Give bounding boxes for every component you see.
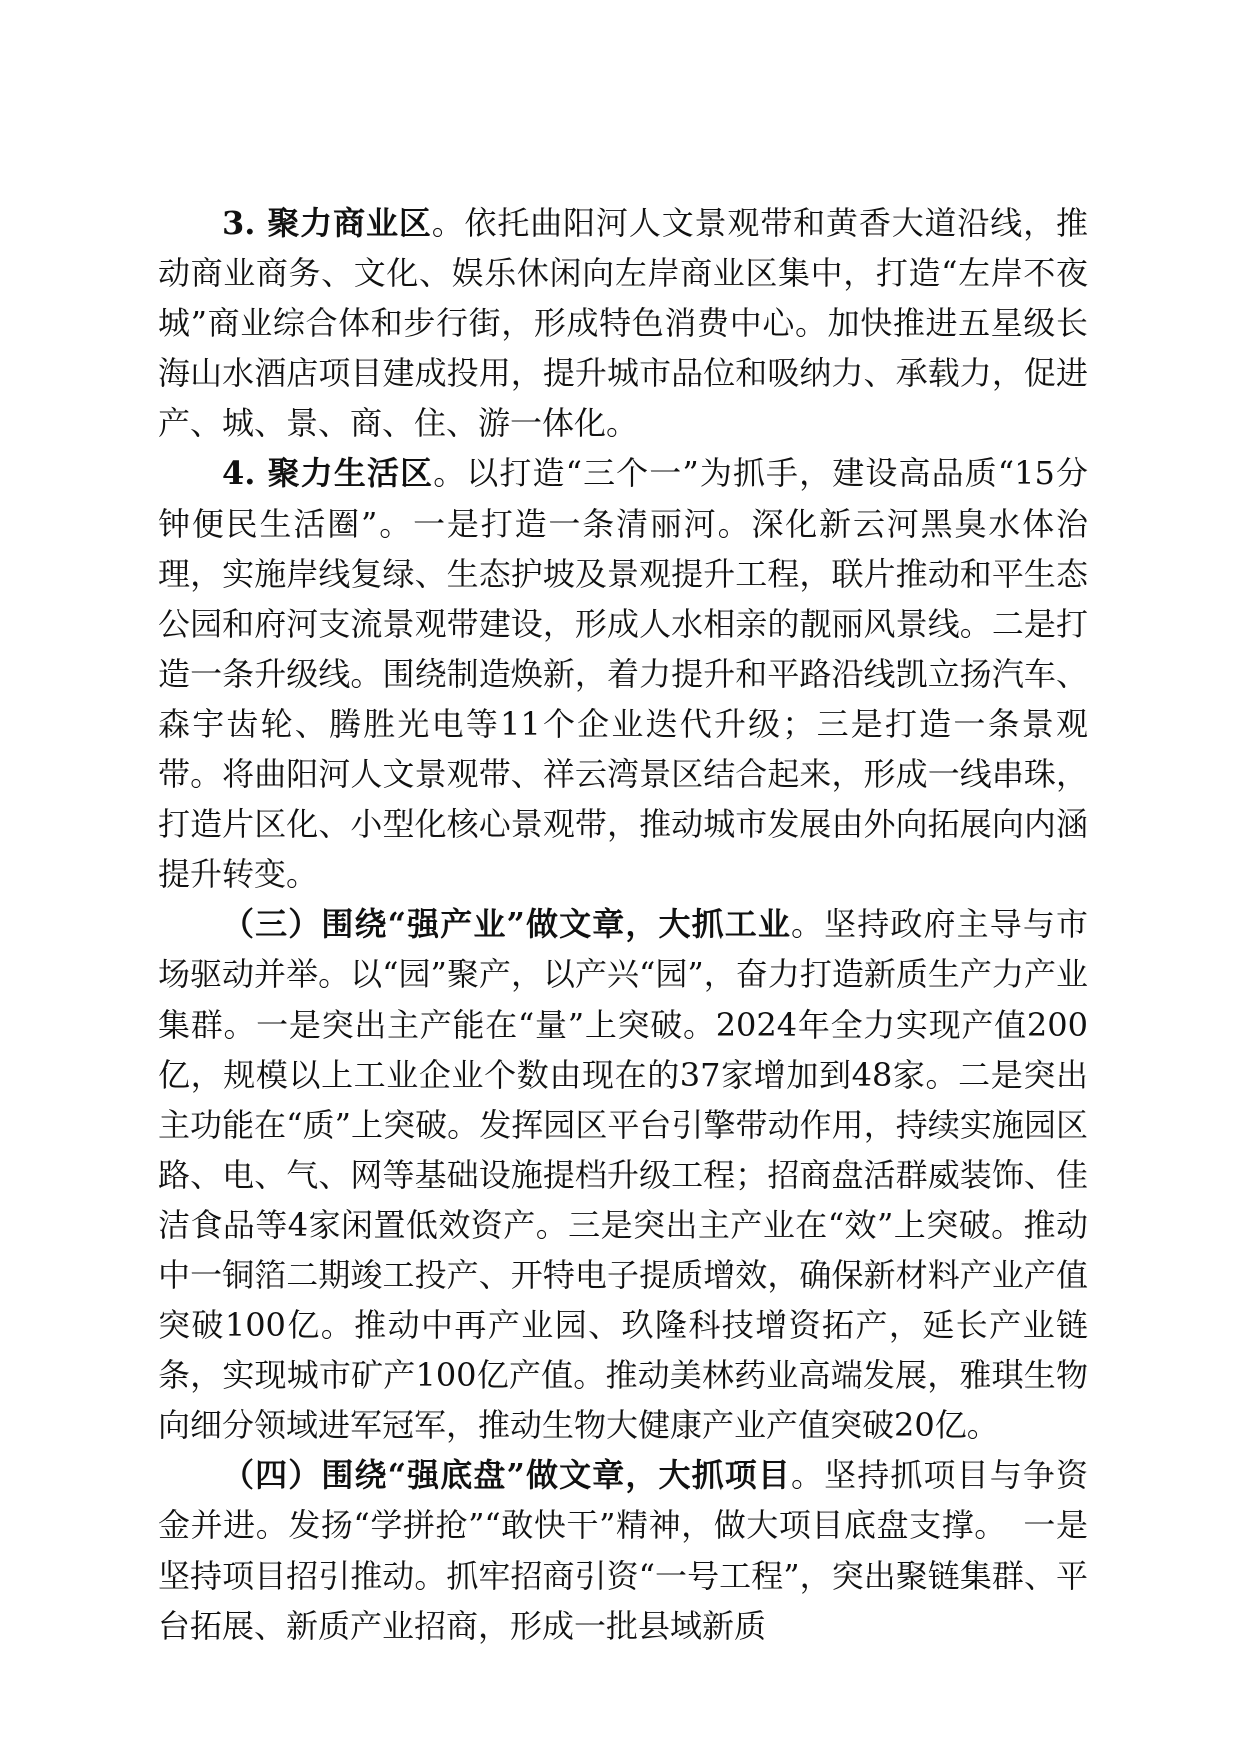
paragraph-heading: 4. 聚力生活区 [222,454,434,493]
paragraph-living-zone [158,448,1088,899]
document-page [158,198,1088,1651]
paragraph-industry [158,899,1088,1450]
paragraph-heading: （三）围绕“强产业”做文章，大抓工业 [222,905,791,944]
paragraph-body: 。坚持抓项目与争资金并进。发扬“学拼抢”“敢快干”精神，做大项目底盘支撑。 一是坚持项目招引推动。抓牢招商引资“一号工程”，突出聚链集群、平台拓展、新质产业招商，形成一批县域新质 [158,1456,1088,1645]
paragraph-heading: 3. 聚力商业区 [222,204,432,242]
paragraph-body: 。依托曲阳河人文景观带和黄香大道沿线，推动商业商务、文化、娱乐休闲向左岸商业区集中，打造“左岸不夜城”商业综合体和步行街，形成特色消费中心。加快推进五星级长海山水酒店项目建成投用，提升城市品位和吸纳力、承载力，促进产、城、景、商、住、游一体化。 [158,204,1088,443]
paragraph-body: 。坚持政府主导与市场驱动并举。以“园”聚产，以产兴“园”，奋力打造新质生产力产业集群。一是突出主产能在“量”上突破。2024年全力实现产值200亿，规模以上工业企业个数由现在的37家增加到48家。二是突出主功能在“质”上突破。发挥园区平台引擎带动作用，持续实施园区路、电、气、网等基础设施提档升级工程；招商盘活群威装饰、佳洁食品等4家闲置低效资产。三是突出主产业在“效”上突破。推动中一铜箔二期竣工投产、开特电子提质增效，确保新材料产业产值突破100亿。推动中再产业园、玖隆科技增资拓产，延长产业链条，实现城市矿产100亿产值。推动美林药业高端发展，雅琪生物向细分领域进军冠军，推动生物大健康产业产值突破20亿。 [158,905,1088,1445]
paragraph-commercial-zone [158,198,1088,448]
paragraph-heading: （四）围绕“强底盘”做文章，大抓项目 [222,1456,791,1495]
paragraph-projects [158,1450,1088,1650]
paragraph-body: 。以打造“三个一”为抓手，建设高品质“15分钟便民生活圈”。一是打造一条清丽河。深化新云河黑臭水体治理，实施岸线复绿、生态护坡及景观提升工程，联片推动和平生态公园和府河支流景观带建设，形成人水相亲的靓丽风景线。二是打造一条升级线。围绕制造焕新，着力提升和平路沿线凯立扬汽车、森宇齿轮、腾胜光电等11个企业迭代升级；三是打造一条景观带。将曲阳河人文景观带、祥云湾景区结合起来，形成一线串珠，打造片区化、小型化核心景观带，推动城市发展由外向拓展向内涵提升转变。 [158,454,1088,894]
